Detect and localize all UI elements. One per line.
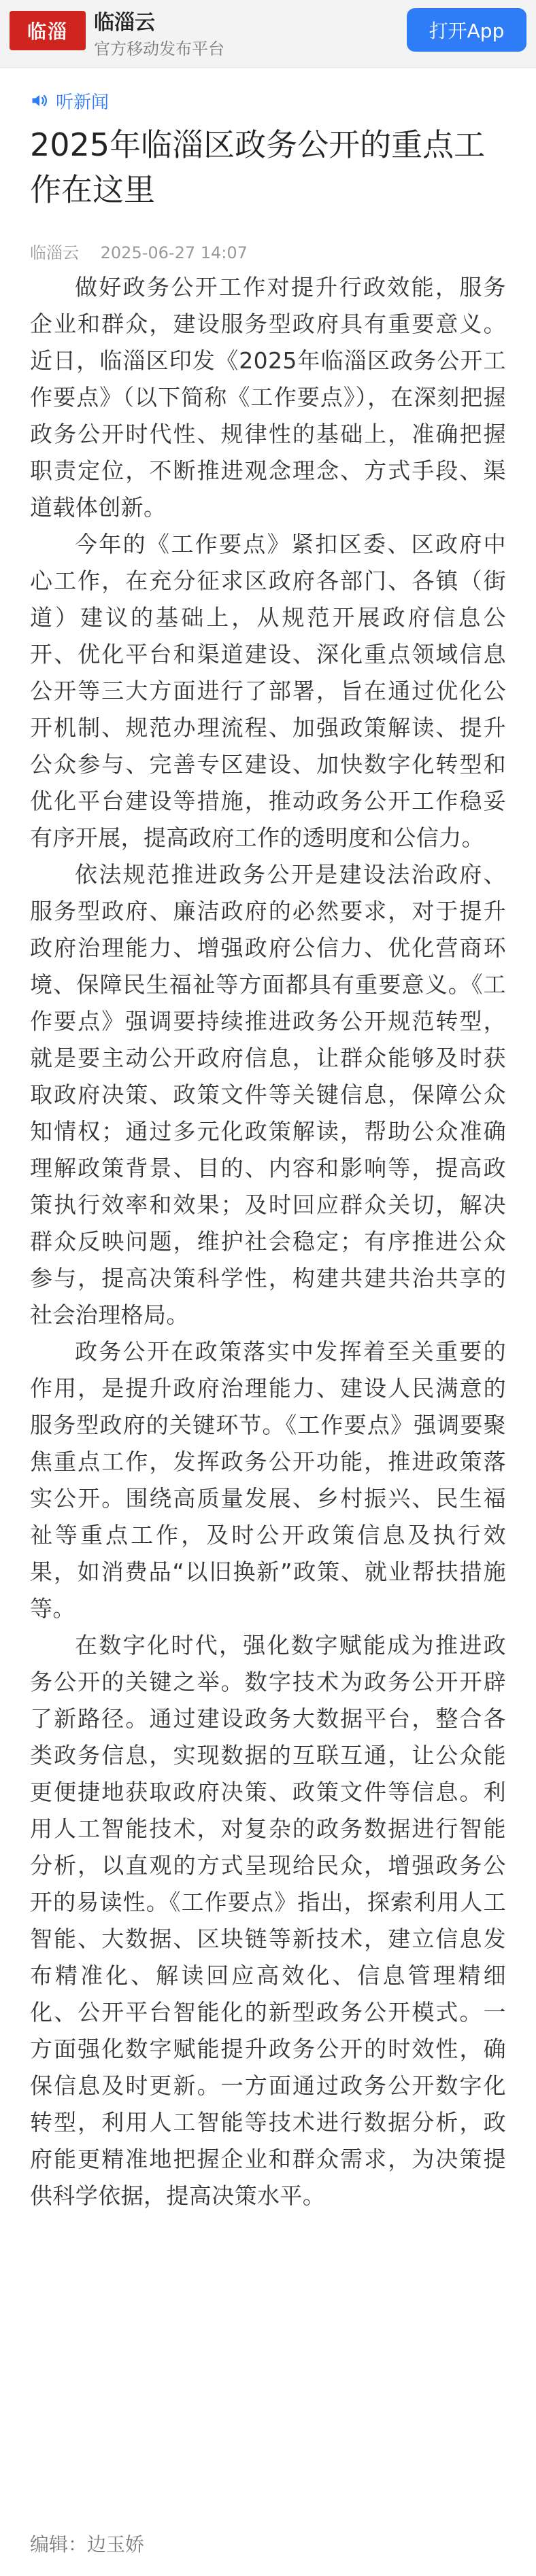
app-download-banner [0,0,536,68]
article-meta [30,239,264,263]
article-paragraph: 依法规范推进政务公开是建设法治政府、服务型政府、廉洁政府的必然要求，对于提升政府治理能力、增强政府公信力、优化营商环境、保障民生福祉等方面都具有重要意义。《工作要点》强调要持续推进政务公开规范转型，就是要主动公开政府信息，让群众能够及时获取政府决策、政策文件等关键信息，保障公众知情权；通过多元化政策解读，帮助公众准确理解政策背景、目的、内容和影响等，提高政策执行效率和效果；及时回应群众关切，解决群众反映问题，维护社会稳定；有序推进公众参与，提高决策科学性，构建共建共治共享的社会治理格局。 [30,861,506,1328]
article-paragraph: 今年的《工作要点》紧扣区委、区政府中心工作，在充分征求区政府各部门、各镇（街道）建议的基础上，从规范开展政府信息公开、优化平台和渠道建设、深化重点领域信息公开等三大方面进行了部署，旨在通过优化公开机制、规范办理流程、加强政策解读、提升公众参与、完善专区建设、加快数字化转型和优化平台建设等措施，推动政务公开工作稳妥有序开展，提高政府工作的透明度和公信力。 [30,531,506,851]
article-paragraph: 做好政务公开工作对提升行政效能，服务企业和群众，建设服务型政府具有重要意义。近日，临淄区印发《2025年临淄区政务公开工作要点》（以下简称《工作要点》），在深刻把握政务公开时代性、规律性的基础上，准确把握职责定位，不断推进观念理念、方式手段、渠道载体创新。 [30,274,506,521]
article-paragraph: 在数字化时代，强化数字赋能成为推进政务公开的关键之举。数字技术为政务公开开辟了新路径。通过建设政务大数据平台，整合各类政务信息，实现数据的互联互通，让公众能更便捷地获取政府决策、政策文件等信息。利用人工智能技术，对复杂的政务数据进行智能分析，以直观的方式呈现给民众，增强政务公开的易读性。《工作要点》指出，探索利用人工智能、大数据、区块链等新技术，建立信息发布精准化、解读回应高效化、信息管理精细化、公开平台智能化的新型政务公开模式。一方面强化数字赋能提升政务公开的时效性，确保信息及时更新。一方面通过政务公开数字化转型，利用人工智能等技术进行数据分析，政府能更精准地把握企业和群众需求，为决策提供科学依据，提高决策水平。 [30,1632,506,2209]
listen-label: 听新闻 [56,92,110,113]
logo-text: 临淄 [27,20,68,43]
article-title: 2025年临淄区政务公开的重点工作在这里 [30,126,486,208]
app-subtitle: 官方移动发布平台 [94,39,224,58]
listen-news-button[interactable] [30,87,109,114]
article-body [30,269,506,2214]
speaker-icon [30,91,49,110]
article-editor: 编辑：边玉娇 [30,2533,145,2556]
article-datetime: 2025-06-27 14:07 [100,243,248,262]
article-paragraph: 政务公开在政策落实中发挥着至关重要的作用，是提升政府治理能力、建设人民满意的服务型政府的关键环节。《工作要点》强调要聚焦重点工作，发挥政务公开功能，推进政策落实公开。围绕高质量发展、乡村振兴、民生福祉等重点工作，及时公开政策信息及执行效果，如消费品“以旧换新”政策、就业帮扶措施等。 [30,1338,506,1622]
app-logo [10,11,86,50]
open-app-button[interactable]: 打开App [407,8,526,52]
article-source: 临淄云 [30,243,79,262]
app-name: 临淄云 [94,11,155,35]
